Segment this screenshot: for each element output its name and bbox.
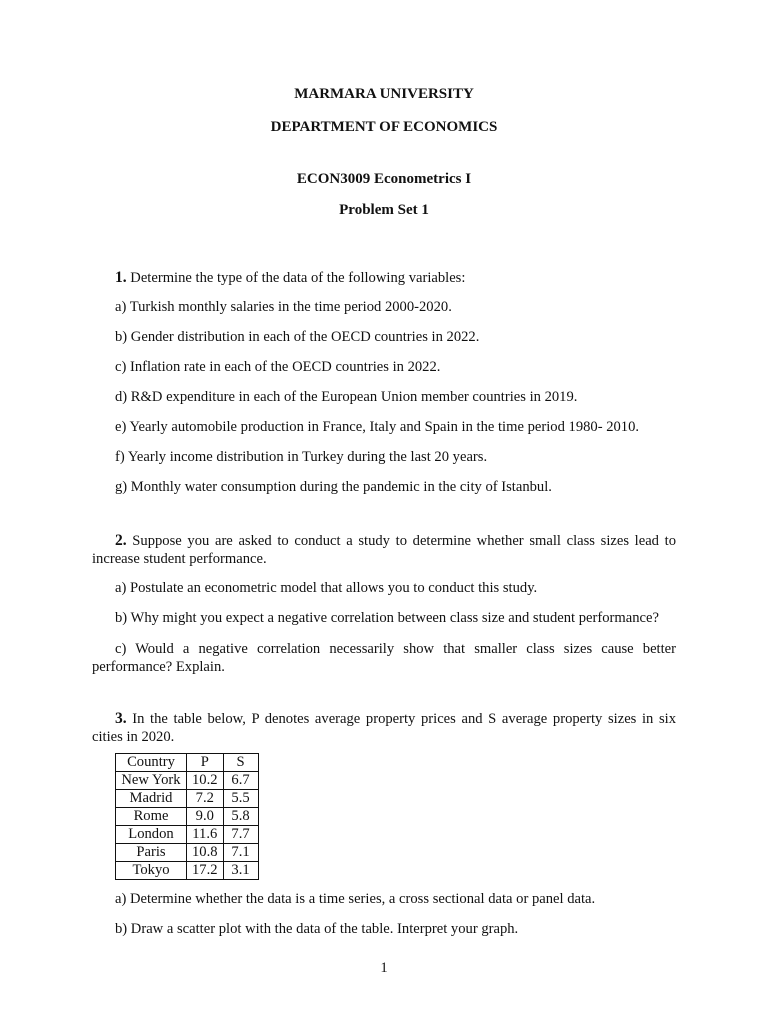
- question-1-item-e: e) Yearly automobile production in France, Italy and Spain in the time period 1980- 2010.: [115, 419, 640, 435]
- table-cell-country: London: [116, 826, 187, 844]
- question-1-text: Determine the type of the data of the following variables:: [130, 270, 466, 286]
- question-1-item-f: f) Yearly income distribution in Turkey during the last 20 years.: [115, 449, 488, 465]
- table-cell-s: 7.7: [223, 826, 258, 844]
- table-header-row: [116, 754, 259, 772]
- question-3-number: 3.: [115, 710, 127, 727]
- course-title: ECON3009 Econometrics I: [296, 171, 472, 187]
- table-header-p: P: [187, 754, 224, 772]
- question-1-item-a: a) Turkish monthly salaries in the time period 2000-2020.: [115, 299, 452, 315]
- question-2-number: 2.: [115, 532, 127, 549]
- table-cell-s: 3.1: [223, 862, 258, 880]
- question-1-prompt: [115, 269, 465, 287]
- university-name: MARMARA UNIVERSITY: [294, 86, 474, 102]
- question-2-text: Suppose you are asked to conduct a study to determine whether small class sizes lead to increase student performance.: [92, 533, 676, 567]
- page-number: 1: [380, 960, 388, 976]
- table-cell-country: Madrid: [116, 790, 187, 808]
- table-cell-country: Rome: [116, 808, 187, 826]
- table-cell-p: 9.0: [187, 808, 224, 826]
- question-3-item-b: b) Draw a scatter plot with the data of the table. Interpret your graph.: [115, 921, 519, 937]
- question-2-item-c: c) Would a negative correlation necessarily show that smaller class sizes cause better performance? Explain.: [92, 641, 676, 675]
- table-cell-s: 5.8: [223, 808, 258, 826]
- question-1-item-g: g) Monthly water consumption during the pandemic in the city of Istanbul.: [115, 479, 552, 495]
- table-cell-p: 17.2: [187, 862, 224, 880]
- question-3-text: In the table below, P denotes average property prices and S average property sizes in six cities in 2020.: [92, 711, 676, 745]
- question-2-item-a: a) Postulate an econometric model that allows you to conduct this study.: [115, 580, 538, 596]
- table-cell-p: 7.2: [187, 790, 224, 808]
- question-2-item-b: b) Why might you expect a negative correlation between class size and student performance?: [115, 610, 659, 626]
- table-cell-p: 10.2: [187, 772, 224, 790]
- table-cell-p: 11.6: [187, 826, 224, 844]
- table-cell-country: Tokyo: [116, 862, 187, 880]
- question-1-item-b: b) Gender distribution in each of the OECD countries in 2022.: [115, 329, 480, 345]
- property-table: [115, 753, 259, 880]
- question-2-prompt: [92, 532, 676, 568]
- table-row: [116, 808, 259, 826]
- question-1-item-d: d) R&D expenditure in each of the European Union member countries in 2019.: [115, 389, 578, 405]
- question-1-item-c: c) Inflation rate in each of the OECD countries in 2022.: [115, 359, 441, 375]
- table-cell-p: 10.8: [187, 844, 224, 862]
- table-row: [116, 790, 259, 808]
- question-3-item-a: a) Determine whether the data is a time series, a cross sectional data or panel data.: [115, 891, 596, 907]
- table-row: [116, 826, 259, 844]
- table-header-country: Country: [116, 754, 187, 772]
- table-cell-s: 7.1: [223, 844, 258, 862]
- table-row: [116, 772, 259, 790]
- problem-set-title: Problem Set 1: [339, 202, 429, 218]
- question-1-number: 1.: [115, 269, 127, 286]
- question-3-prompt: [92, 710, 676, 746]
- table-row: [116, 862, 259, 880]
- table-cell-country: Paris: [116, 844, 187, 862]
- department-name: DEPARTMENT OF ECONOMICS: [270, 119, 498, 135]
- table-cell-s: 5.5: [223, 790, 258, 808]
- table-header-s: S: [223, 754, 258, 772]
- table-cell-s: 6.7: [223, 772, 258, 790]
- table-row: [116, 844, 259, 862]
- table-cell-country: New York: [116, 772, 187, 790]
